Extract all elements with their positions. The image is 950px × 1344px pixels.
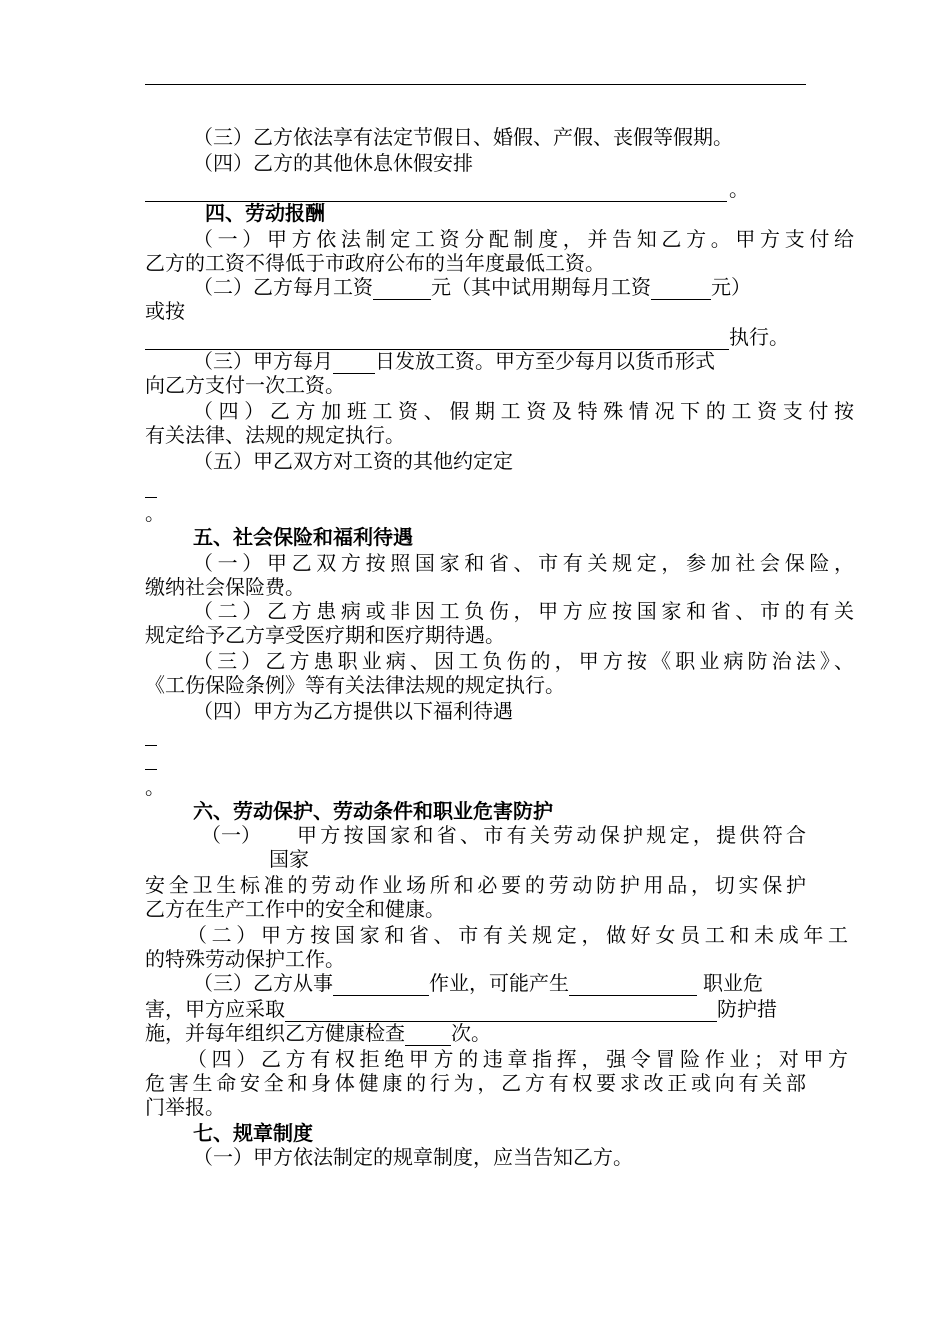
clause-5-4-blank-1 [145, 726, 806, 752]
payday-blank[interactable] [333, 354, 375, 374]
clause-4-3: （三）甲方每月 日发放工资。甲方至少每月以货币形式 [193, 349, 715, 373]
health-check-count-blank[interactable] [405, 1026, 451, 1046]
clause-4-1: （一）甲方依法制定工资分配制度，并告知乙方。甲方支付给 [193, 227, 854, 251]
clause-5-3: （三）乙方患职业病、因工负伤的，甲方按《职业病防治法》、 [193, 649, 854, 673]
rest-arrangement-blank[interactable] [145, 182, 727, 202]
clause-6-2: （二）甲方按国家和省、市有关规定，做好女员工和未成年工 [187, 923, 848, 947]
clause-6-1-wrap: 国家 [269, 847, 309, 871]
blank-line-rest-arrangement: 。 [145, 176, 806, 202]
monthly-wage-blank[interactable] [373, 280, 431, 300]
clause-5-4: （四）甲方为乙方提供以下福利待遇 [193, 699, 513, 723]
clause-6-4-cont-2: 门举报。 [145, 1095, 225, 1119]
header-rule [145, 84, 806, 85]
hazard-blank[interactable] [569, 976, 697, 996]
clause-3-3: （三）乙方依法享有法定节假日、婚假、产假、丧假等假期。 [193, 125, 733, 149]
clause-5-3-cont: 《工伤保险条例》等有关法律法规的规定执行。 [145, 673, 565, 697]
clause-5-1-cont: 缴纳社会保险费。 [145, 575, 305, 599]
work-type-blank[interactable] [333, 976, 429, 996]
probation-wage-blank[interactable] [651, 280, 711, 300]
section-6-heading: 六、劳动保护、劳动条件和职业危害防护 [193, 799, 553, 823]
clause-6-1-cont: 安全卫生标准的劳动作业场所和必要的劳动防护用品，切实保护 [145, 873, 806, 897]
clause-6-3-cont-2: 施，并每年组织乙方健康检查 次。 [145, 1021, 491, 1045]
clause-6-3-cont: 害，甲方应采取 防护措 [145, 997, 777, 1021]
clause-6-4-cont: 危害生命安全和身体健康的行为，乙方有权要求改正或向有关部 [145, 1071, 806, 1095]
clause-4-4: （四）乙方加班工资、假期工资及特殊情况下的工资支付按 [193, 399, 854, 423]
clause-4-2-blank-line: 执行。 [145, 324, 806, 350]
clause-5-2: （二）乙方患病或非因工负伤，甲方应按国家和省、市的有关 [193, 599, 854, 623]
section-4-heading: 四、劳动报酬 [205, 201, 325, 225]
clause-6-3: （三）乙方从事 作业，可能产生 职业危 [193, 971, 763, 995]
clause-5-4-end: 。 [145, 775, 165, 799]
clause-5-4-blank-2 [145, 750, 806, 776]
clause-4-1-cont: 乙方的工资不得低于市政府公布的当年度最低工资。 [145, 251, 605, 275]
welfare-blank-1[interactable] [145, 727, 157, 746]
welfare-blank-2[interactable] [145, 751, 157, 770]
clause-5-2-cont: 规定给予乙方享受医疗期和医疗期待遇。 [145, 623, 505, 647]
clause-4-5-end: 。 [145, 501, 165, 525]
section-7-heading: 七、规章制度 [193, 1121, 313, 1145]
clause-4-5: （五）甲乙双方对工资的其他约定定 [193, 449, 513, 473]
protection-measures-blank[interactable] [285, 1002, 717, 1022]
clause-6-4: （四）乙方有权拒绝甲方的违章指挥，强令冒险作业；对甲方 [187, 1047, 848, 1071]
clause-3-4: （四）乙方的其他休息休假安排 [193, 151, 473, 175]
clause-4-2-cont: 或按 [145, 299, 185, 323]
clause-6-1: （一） 甲方按国家和省、市有关劳动保护规定，提供符合 [201, 823, 806, 847]
clause-4-4-cont: 有关法律、法规的规定执行。 [145, 423, 405, 447]
wage-method-blank[interactable] [145, 330, 729, 350]
clause-4-2: （二）乙方每月工资 元（其中试用期每月工资 元） [193, 275, 751, 299]
clause-4-3-cont: 向乙方支付一次工资。 [145, 373, 345, 397]
clause-6-2-cont: 的特殊劳动保护工作。 [145, 947, 345, 971]
clause-5-1: （一）甲乙双方按照国家和省、市有关规定，参加社会保险， [193, 551, 854, 575]
section-5-heading: 五、社会保险和福利待遇 [193, 525, 413, 549]
clause-7-1: （一）甲方依法制定的规章制度，应当告知乙方。 [193, 1145, 633, 1169]
other-wage-agreement-blank[interactable] [145, 479, 157, 498]
clause-6-1-cont-2: 乙方在生产工作中的安全和健康。 [145, 897, 445, 921]
